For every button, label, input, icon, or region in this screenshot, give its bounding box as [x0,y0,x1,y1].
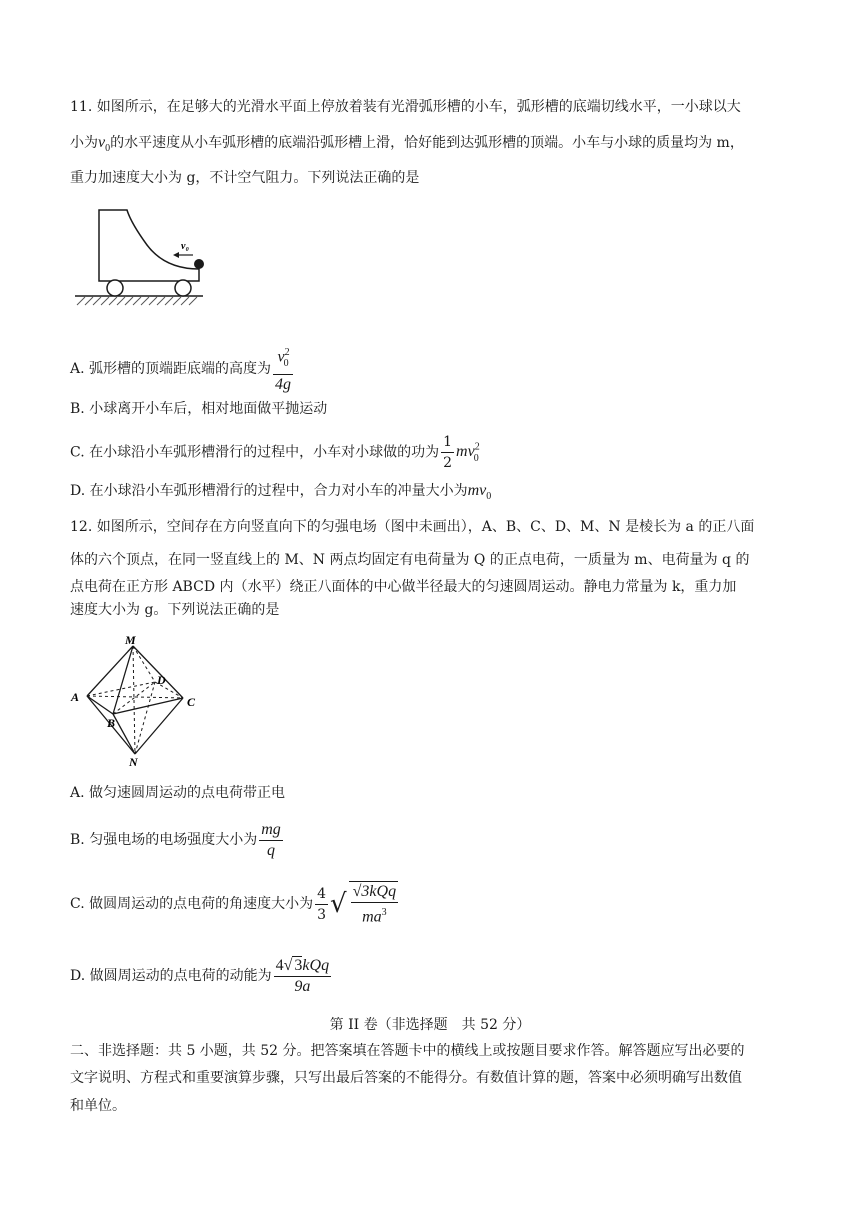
section-heading: 第 II 卷（非选择题 共 52 分） [329,1017,531,1033]
q12-stem-line4: 速度大小为 g。下列说法正确的是 [70,602,280,618]
fraction-mg-over-q: $\frac{mg}{q}$ [261,820,281,859]
fraction-four-thirds: $\frac{4}{3}$ [317,885,327,923]
v0-label: v₀ [181,241,189,252]
radical-sign: √ [330,889,347,919]
q12-option-c: C. 做圆周运动的点电荷的角速度大小为 $\frac{4}{3}$ √ $\frac{\text{√3kQq}}{ma^3}$ [70,882,397,926]
q11-option-b: B. 小球离开小车后，相对地面做平抛运动 [70,401,328,417]
radical-fraction: $\frac{\text{√3kQq}}{ma^3}$ [349,881,398,927]
section-instruction-line2: 文字说明、方程式和重要演算步骤，只写出最后答案的不能得分。有数值计算的题，答案中必须明确写出数值 [70,1070,742,1086]
fraction-v0sq-over-4g: $\frac{v^2_0}{4g}$ [273,343,293,395]
q12-stem-line1: 12. 如图所示，空间存在方向竖直向下的匀强电场（图中未画出），A、B、C、D、M、N 是棱长为 a 的正八面 [70,519,755,535]
v0-symbol: $v_0$ [98,134,111,155]
vertex-label-n: N [129,755,138,769]
q11-cart-figure [75,205,205,311]
q11-option-a: A. 弧形槽的顶端距底端的高度为 $\frac{v^2_0}{4g}$ [70,343,295,387]
section-instruction-line1: 二、非选择题：共 5 小题，共 52 分。把答案填在答题卡中的横线上或按题目要求作答。解答题应写出必要的 [70,1043,745,1059]
vertex-label-b: B [107,716,116,730]
q12-option-d: D. 做圆周运动的点电荷的动能为 $\frac{\text{4√ 3kQq}}{9a}$ [70,956,330,995]
q12-option-b: B. 匀强电场的电场强度大小为 $\frac{mg}{q}$ [70,820,281,859]
q11-stem-line1: 11. 如图所示，在足够大的光滑水平面上停放着装有光滑弧形槽的小车，弧形槽的底端切线水平，一小球以大 [70,99,741,115]
vertex-label-m: M [125,633,136,647]
fraction-kinetic-energy: $\frac{\text{4√ 3kQq}}{9a}$ [275,956,330,995]
q11-stem-line3: 重力加速度大小为 g，不计空气阻力。下列说法正确的是 [70,170,420,186]
q11-option-d: D. 在小球沿小车弧形槽滑行的过程中，合力对小车的冲量大小为$mv_0$ [70,482,492,503]
vertex-label-a: A [71,690,80,704]
vertex-label-c: C [187,695,196,709]
section-instruction-line3: 和单位。 [70,1098,126,1114]
q12-stem-line3: 点电荷在正方形 ABCD 内（水平）绕正八面体的中心做半径最大的匀速圆周运动。静电力常量为 k，重力加 [70,579,737,595]
q11-option-c: C. 在小球沿小车弧形槽滑行的过程中，小车对小球做的功为 $\frac{1}{2}$ $mv^2_0$ [70,433,480,471]
q12-octahedron-figure [65,632,215,770]
vertex-label-d: D [157,673,166,687]
q11-stem-line2: 小为$v_0$的水平速度从小车弧形槽的底端沿弧形槽上滑，恰好能到达弧形槽的顶端。小车与小球的质量均为 m， [70,134,744,155]
fraction-one-half: $\frac{1}{2}$ [443,433,453,471]
q12-option-a: A. 做匀速圆周运动的点电荷带正电 [70,785,286,801]
q12-stem-line2: 体的六个顶点，在同一竖直线上的 M、N 两点均固定有电荷量为 Q 的正点电荷，一质量为 m、电荷量为 q 的 [70,552,750,568]
